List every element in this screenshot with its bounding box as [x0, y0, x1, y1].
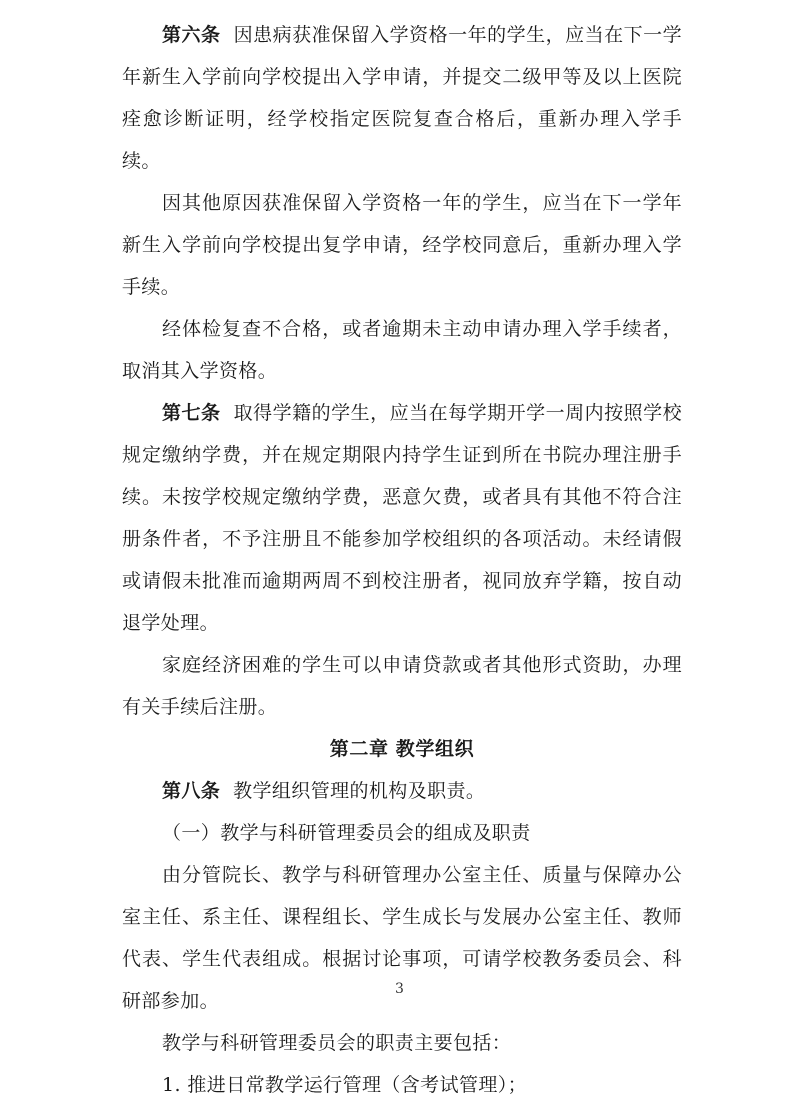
- article-7-paragraph: [122, 392, 682, 644]
- article-7-text: 取得学籍的学生，应当在每学期开学一周内按照学校规定缴纳学费，并在规定期限内持学生证到所在书院办理注册手续。未按学校规定缴纳学费，恶意欠费，或者具有其他不符合注册条件者，不予注册且不能参加学校组织的各项活动。未经请假或请假未批准而逾期两周不到校注册者，视同放弃学籍，按自动退学处理。: [122, 402, 683, 634]
- page-number: 3: [395, 981, 404, 997]
- article-8-label: 第八条: [162, 780, 221, 802]
- article-8-subheading: （一）教学与科研管理委员会的组成及职责: [162, 822, 531, 844]
- article-6-text: 因患病获准保留入学资格一年的学生，应当在下一学年新生入学前向学校提出入学申请，并提交二级甲等及以上医院痊愈诊断证明，经学校指定医院复查合格后，重新办理入学手续。: [122, 24, 683, 172]
- article-6-paragraph-2: 因其他原因获准保留入学资格一年的学生，应当在下一学年新生入学前向学校提出复学申请，经学校同意后，重新办理入学手续。: [122, 192, 682, 298]
- article-8-paragraph: [122, 770, 682, 812]
- article-7-label: 第七条: [162, 402, 221, 424]
- article-6-paragraph: [122, 14, 682, 182]
- page-body: [122, 14, 682, 1106]
- committee-composition-paragraph: 由分管院长、教学与科研管理办公室主任、质量与保障办公室主任、系主任、课程组长、学生成长与发展办公室主任、教师代表、学生代表组成。根据讨论事项，可请学校教务委员会、科研部参加。: [122, 864, 682, 1012]
- article-7-paragraph-2: 家庭经济困难的学生可以申请贷款或者其他形式资助，办理有关手续后注册。: [122, 654, 682, 718]
- article-6-paragraph-3: 经体检复查不合格，或者逾期未主动申请办理入学手续者，取消其入学资格。: [122, 318, 682, 382]
- article-6-label: 第六条: [162, 24, 221, 46]
- duty-item-1: 1. 推进日常教学运行管理（含考试管理）；: [162, 1074, 528, 1096]
- article-8-text: 教学组织管理的机构及职责。: [233, 780, 486, 802]
- committee-duties-intro: 教学与科研管理委员会的职责主要包括：: [162, 1032, 512, 1054]
- chapter-heading: 第二章 教学组织: [329, 738, 475, 760]
